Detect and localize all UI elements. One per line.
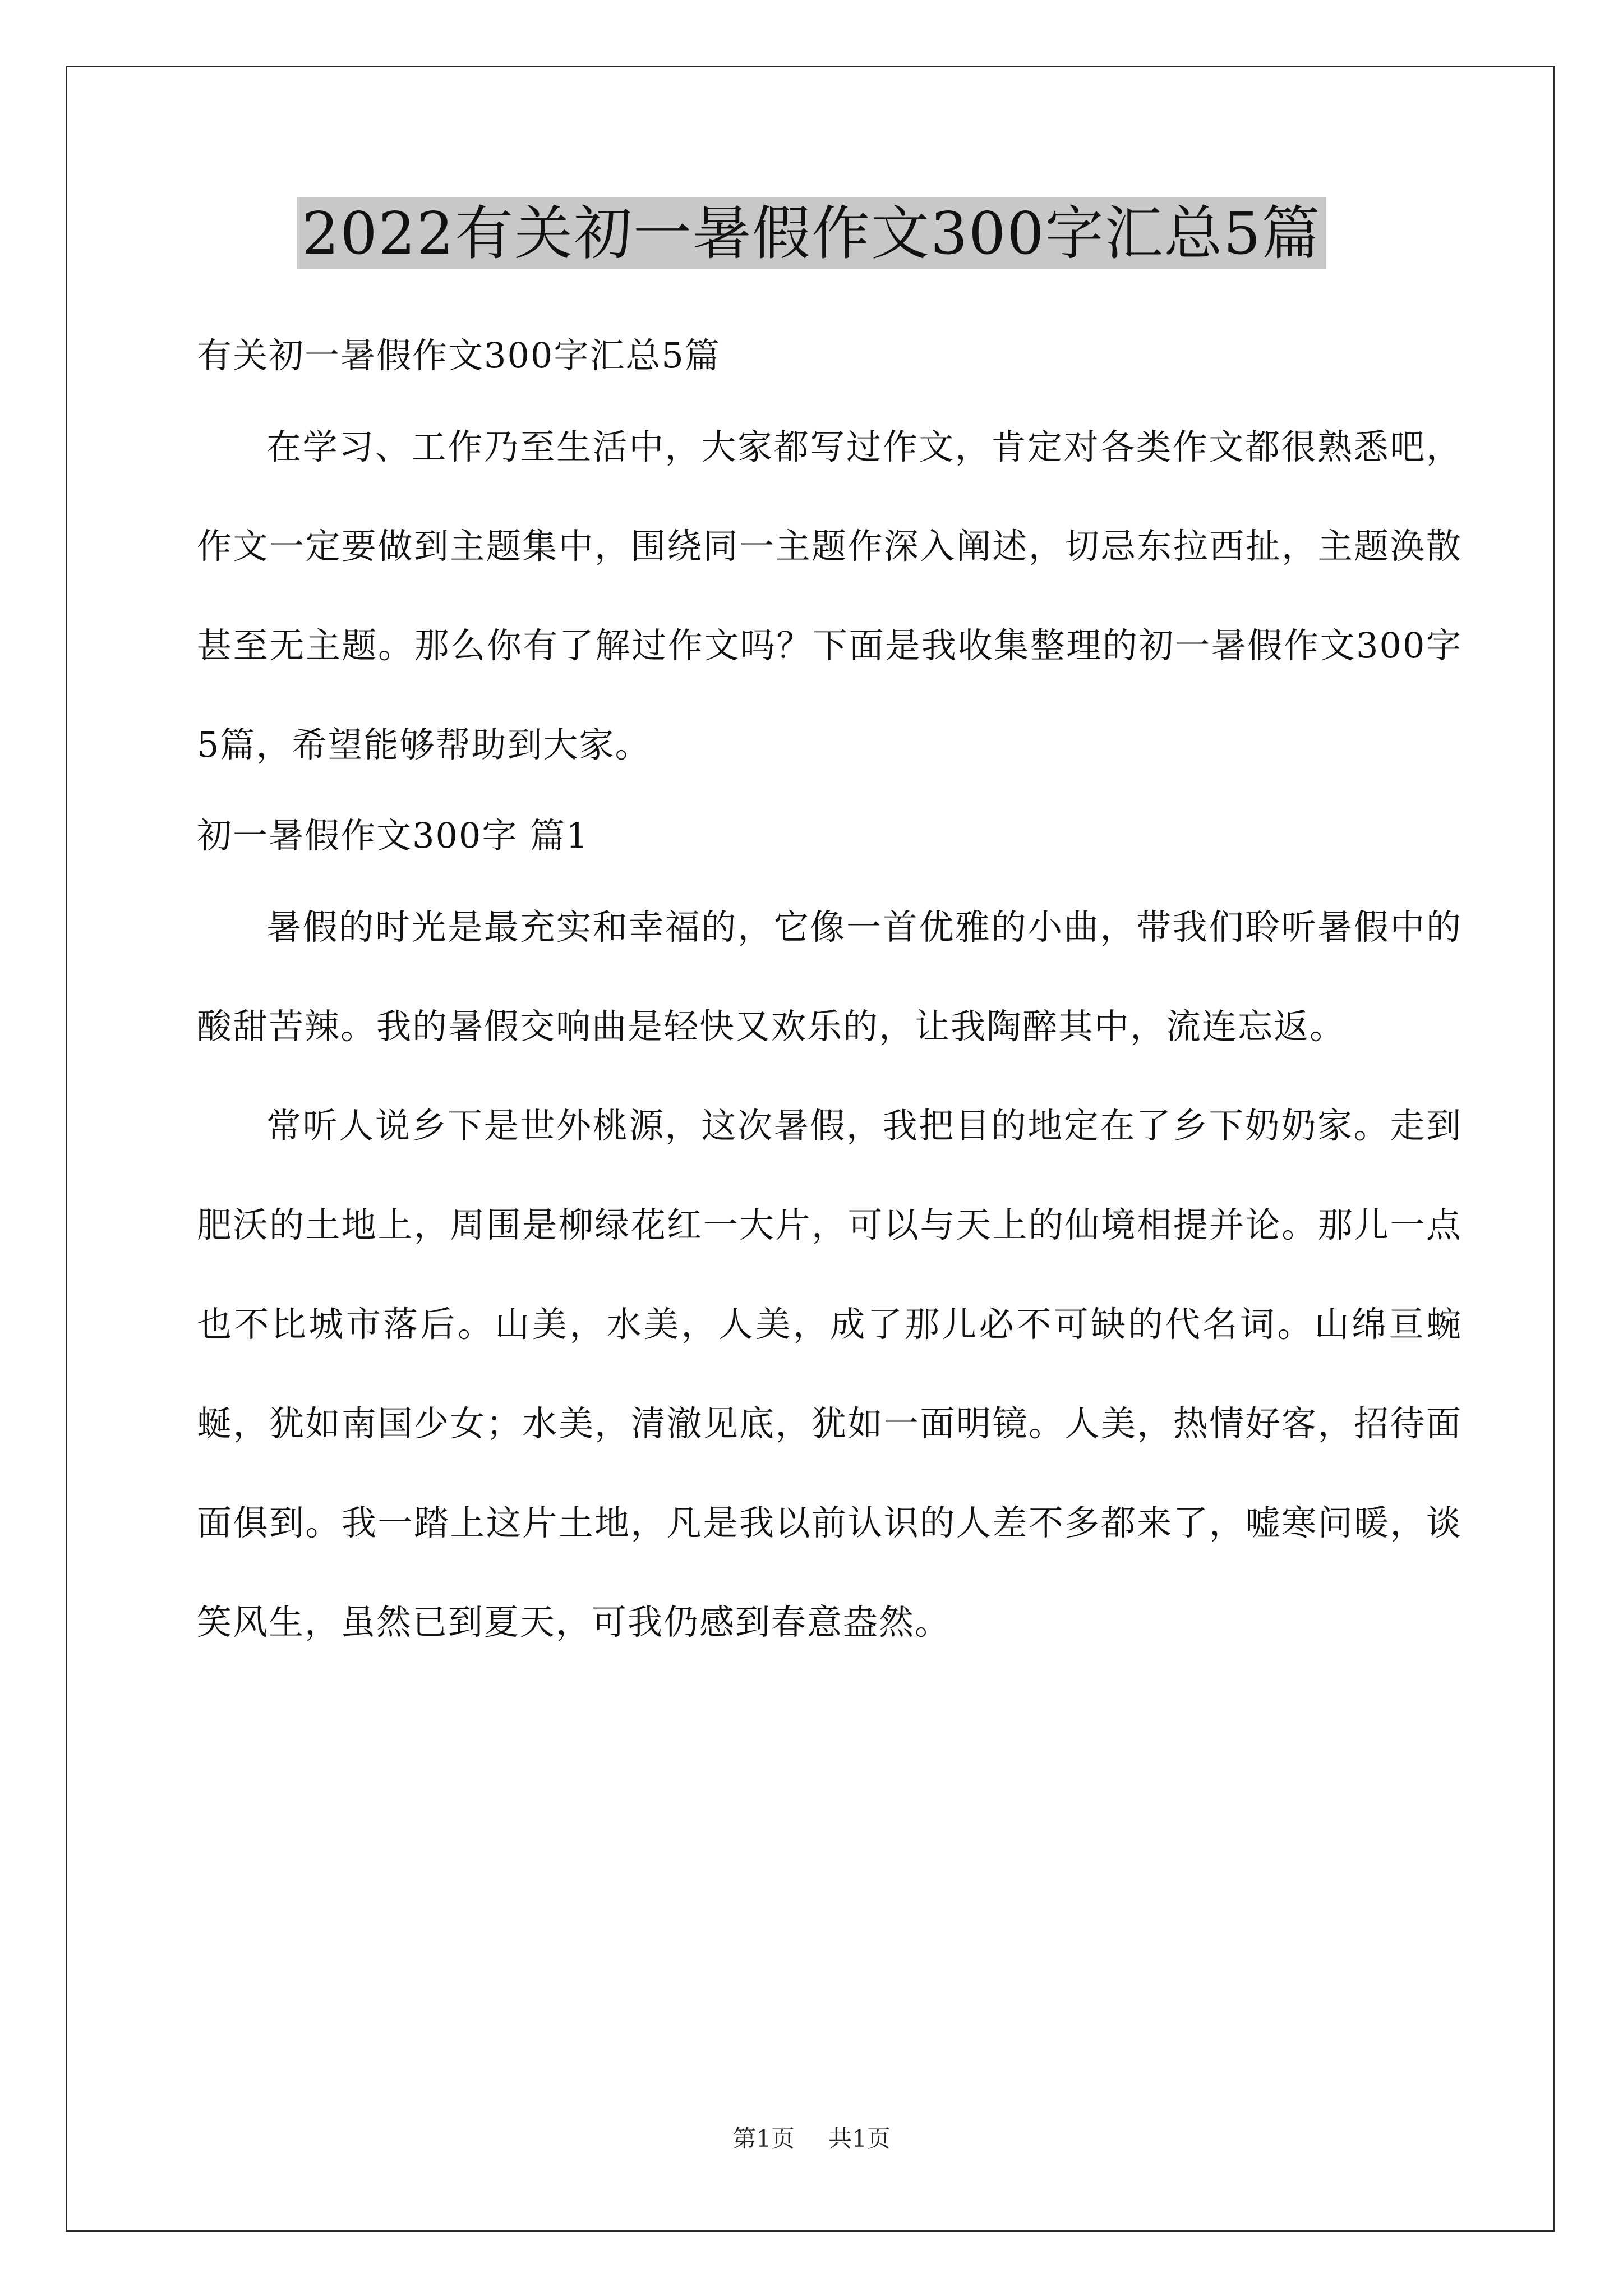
subtitle: 有关初一暑假作文300字汇总5篇 — [197, 335, 721, 376]
page-total: 共1页 — [828, 2125, 891, 2152]
body-paragraph: 常听人说乡下是世外桃源，这次暑假，我把目的地定在了乡下奶奶家。走到肥沃的土地上，周围是柳绿花红一大片，可以与天上的仙境相提并论。那儿一点也不比城市落后。山美，水美，人美，成了那儿必不可缺的代名词。山绵亘蜿蜒，犹如南国少女；水美，清澈见底，犹如一面明镜。人美，热情好客，招待面面俱到。我一踏上这片土地，凡是我以前认识的人差不多都来了，嘘寒问暖，谈笑风生，虽然已到夏天，可我仍感到春意盎然。 — [197, 1105, 1462, 1642]
body-paragraph: 暑假的时光是最充实和幸福的，它像一首优雅的小曲，带我们聆听暑假中的酸甜苦辣。我的暑假交响曲是轻快又欢乐的，让我陶醉其中，流连忘返。 — [197, 907, 1462, 1047]
intro-paragraph: 在学习、工作乃至生活中，大家都写过作文，肯定对各类作文都很熟悉吧，作文一定要做到主题集中，围绕同一主题作深入阐述，切忌东拉西扯，主题涣散甚至无主题。那么你有了解过作文吗？下面是我收集整理的初一暑假作文300字5篇，希望能够帮助到大家。 — [197, 426, 1462, 765]
page-number: 第1页 — [732, 2125, 795, 2152]
document-title — [0, 197, 1623, 269]
page-footer — [0, 2120, 1623, 2154]
section-heading: 初一暑假作文300字 篇1 — [197, 815, 589, 856]
document-body — [197, 314, 1462, 1672]
title-text: 2022有关初一暑假作文300字汇总5篇 — [297, 197, 1325, 269]
